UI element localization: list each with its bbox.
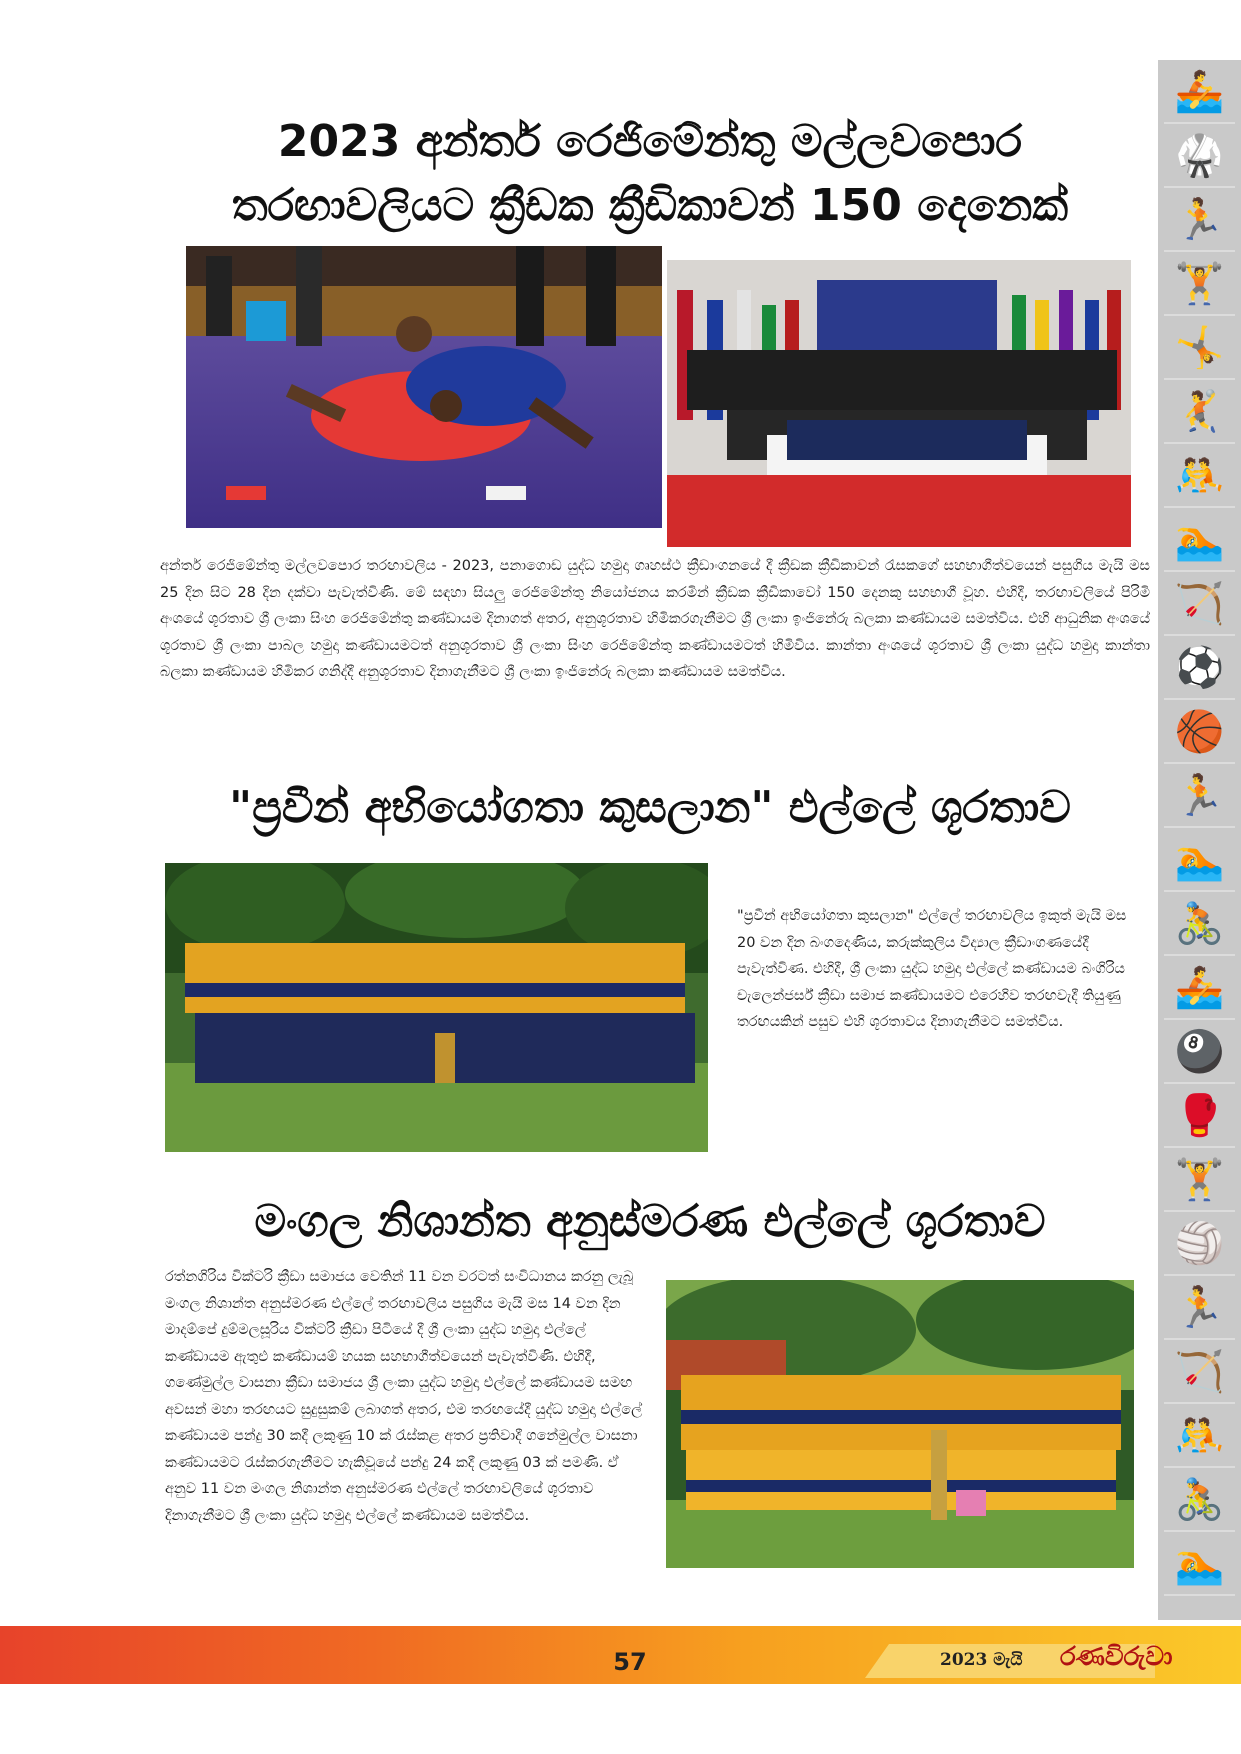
basketball-icon: 🏀 [1164, 700, 1235, 764]
article2-body: "ප්‍රවීන් අභියෝගතා කුසලාන" එල්ලේ තරඟාවලිය ඉකුත් මැයි මස 20 වන දින බංගදෙණිය, කරුක්කුලිය විද්‍යාල ක්‍රීඩාංගණයේදී පැවැත්විණ. එහිදී, ශ්‍රී ලංකා යුද්ධ හමුදා එල්ලේ කණ්ඩායම බංගිරිය චැලෙන්ජර්ස් ක්‍රීඩා සමාජ කණ්ඩායමට එරෙහිව තරඟවැදී තියුණු තරඟයකින් පසුව එහි ශූරතාවය දිනාගැනීමට සමත්විය. [737, 908, 1127, 1030]
karate-icon: 🥋 [1164, 124, 1235, 188]
article1-body: අන්තර් රෙජිමේන්තු මල්ලවපොර තරඟාවලිය - 2023, පනාගොඩ යුද්ධ හමුදා ගෘහස්ථ ක්‍රීඩාංගනයේ දී ක්‍රීඩක ක්‍රීඩිකාවන් රැසකගේ සහභාගීත්වයෙන් පසුගිය මැයි මස 25 දින සිට 28 දින දක්වා පැවැත්විණි. මේ සඳහා සියලු රෙජිමේන්තු නියෝජනය කරමින් ක්‍රීඩක ක්‍රීඩිකාවෝ 150 දෙනකු සහභාගී වූහ. එහිදී, තරඟාවලියේ පිරිමි අංශයේ ශූරතාව ශ්‍රී ලංකා සිංහ රෙජිමේන්තු කණ්ඩායම දිනාගත් අතර, අනුශූරතාව හිමිකරගැනීමට ශ්‍රී ලංකා ඉංජිනේරු බලකා කණ්ඩායම සමත්විය. එහි ආධුනික අංශයේ ශූරතාව ශ්‍රී ලංකා පාබල හමුදා කණ්ඩායමටත් අනුශූරතාව ශ්‍රී ලංකා සිංහ රෙජිමේන්තු කණ්ඩායමටත් හිමිවිය. කාන්තා අංශයේ ශූරතාව ශ්‍රී ලංකා යුද්ධ හමුදා කාන්තා බලකා කණ්ඩායම හිමිකර ගනිද්දී අනුශූරතාව දිනාගැනීමට ශ්‍රී ලංකා ඉංජිනේරු බලකා කණ්ඩායම සමත්විය. [160, 558, 1150, 680]
sports-sidebar [1158, 60, 1241, 1620]
page-number: 57 [613, 1648, 647, 1676]
elle-team-photo-1 [165, 863, 708, 1152]
cycling-icon: 🚴 [1164, 892, 1235, 956]
swimming-icon-2: 🏊 [1164, 828, 1235, 892]
rowing-icon: 🚣 [1164, 60, 1235, 124]
archery-icon-2: 🏹 [1164, 1340, 1235, 1404]
boxing-icon: 🥊 [1164, 1084, 1235, 1148]
wrestling-icon: 🤼 [1164, 444, 1235, 508]
high-jump-icon: 🤸 [1164, 316, 1235, 380]
article3-title: මංගල නිශාන්ත අනුස්මරණ එල්ලේ ශූරතාව [254, 1196, 1046, 1247]
billiards-icon: 🎱 [1164, 1020, 1235, 1084]
article1-title-line2: තරඟාවලියට ක්‍රීඩක ක්‍රීඩිකාවන් 150 දෙනෙක් [231, 180, 1069, 231]
wrestling-match-photo [186, 246, 662, 528]
athletics-icon: 🏃 [1164, 188, 1235, 252]
issue-date: 2023 මැයි [940, 1650, 1023, 1670]
article2-title: "ප්‍රවීන් අභියෝගතා කුසලාන" එල්ලේ ශූරතාව [229, 782, 1071, 833]
archery-icon: 🏹 [1164, 572, 1235, 636]
weightlifting-icon-2: 🏋 [1164, 1148, 1235, 1212]
magazine-logo: රණවිරුවා [1060, 1642, 1173, 1672]
athletics-icon-2: 🏃 [1164, 1276, 1235, 1340]
wrestling-team-group-photo [667, 260, 1131, 547]
weightlifting-icon: 🏋 [1164, 252, 1235, 316]
hurdles-icon: 🏃 [1164, 764, 1235, 828]
swimming-icon: 🏊 [1164, 508, 1235, 572]
rowing-icon-2: 🚣 [1164, 956, 1235, 1020]
swimming-icon-3: 🏊 [1164, 1532, 1235, 1596]
football-icon: ⚽ [1164, 636, 1235, 700]
volleyball-icon: 🏐 [1164, 1212, 1235, 1276]
gymnastics-icon: 🤾 [1164, 380, 1235, 444]
article1-title-line1: 2023 අන්තර් රෙජිමේන්තු මල්ලවපොර [277, 116, 1023, 167]
elle-team-photo-2 [666, 1280, 1134, 1568]
judo-icon: 🤼 [1164, 1404, 1235, 1468]
article3-body: රත්නගිරිය වික්ටරි ක්‍රීඩා සමාජය වෙතින් 11 වන වරටත් සංවිධානය කරනු ලැබූ මංගල නිශාන්ත අනුස්මරණ එල්ලේ තරඟාවලිය පසුගිය මැයි මස 14 වන දින මාදම්පේ දුම්මලසූරිය වික්ටරි ක්‍රීඩා පිටියේ දී ශ්‍රී ලංකා යුද්ධ හමුදා එල්ලේ කණ්ඩායම ඇතුළු කණ්ඩායම් හයක සහභාගීත්වයෙන් පැවැත්විණි. එහිදී, ගණේමුල්ල වාසනා ක්‍රීඩා සමාජය ශ්‍රී ලංකා යුද්ධ හමුදා එල්ලේ කණ්ඩායම සමඟ අවසන් මහා තරඟයට සුදුසුකම් ලබාගත් අතර, එම තරඟයේදී යුද්ධ හමුදා එල්ලේ කණ්ඩායම පන්දු 30 කදී ලකුණු 10 ක් රැස්කළ අතර ප්‍රතිවාදී ගනේමුල්ල වාසනා කණ්ඩායමට රැස්කරගැනීමට හැකිවූයේ පන්දු 24 කදී ලකුණු 03 ක් පමණි. ඒ අනුව 11 වන මංගල නිශාන්ත අනුස්මරණ එල්ලේ තරඟාවලියේ ශූරතාව දිනාගැනීමට ශ්‍රී ලංකා යුද්ධ හමුදා එල්ලේ කණ්ඩායම සමත්විය. [165, 1269, 643, 1524]
cycling-icon-2: 🚴 [1164, 1468, 1235, 1532]
